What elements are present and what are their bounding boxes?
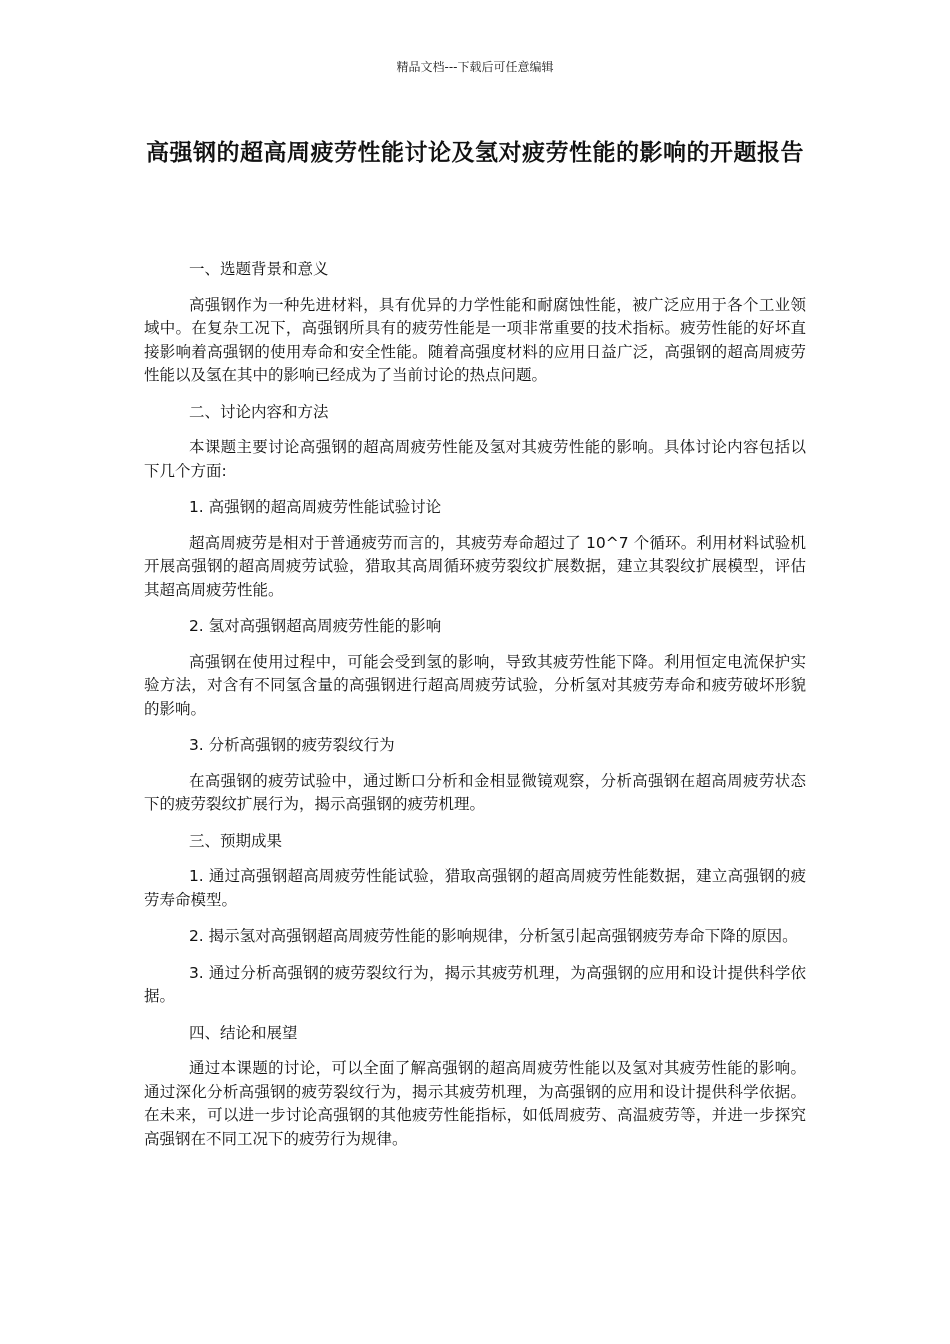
paragraph-result-3: 3. 通过分析高强钢的疲劳裂纹行为，揭示其疲劳机理，为高强钢的应用和设计提供科学依据。 (144, 963, 806, 1005)
section-heading-conclusion: 四、结论和展望 (188, 1023, 298, 1042)
section-heading-background: 一、选题背景和意义 (188, 260, 329, 278)
document-title: 高强钢的超高周疲劳性能讨论及氢对疲劳性能的影响的开题报告 (146, 140, 804, 166)
paragraph-result-1: 1. 通过高强钢超高周疲劳性能试验，猎取高强钢的超高周疲劳性能数据，建立高强钢的疲劳寿命模型。 (144, 867, 806, 909)
paragraph-item-2: 高强钢在使用过程中，可能会受到氢的影响，导致其疲劳性能下降。利用恒定电流保护实验方法，对含有不同氢含量的高强钢进行超高周疲劳试验，分析氢对其疲劳寿命和疲劳破坏形貌的影响。 (144, 652, 806, 718)
paragraph-conclusion: 通过本课题的讨论，可以全面了解高强钢的超高周疲劳性能以及氢对其疲劳性能的影响。通过深化分析高强钢的疲劳裂纹行为，揭示其疲劳机理，为高强钢的应用和设计提供科学依据。在未来，可以进一步讨论高强钢的其他疲劳性能指标，如低周疲劳、高温疲劳等，并进一步探究高强钢在不同工况下的疲劳行为规律。 (144, 1059, 806, 1148)
paragraph-background: 高强钢作为一种先进材料，具有优异的力学性能和耐腐蚀性能，被广泛应用于各个工业领域中。在复杂工况下，高强钢所具有的疲劳性能是一项非常重要的技术指标。疲劳性能的好坏直接影响着高强钢的使用寿命和安全性能。随着高强度材料的应用日益广泛，高强钢的超高周疲劳性能以及氢在其中的影响已经成为了当前讨论的热点问题。 (144, 295, 806, 384)
page-header: 精品文档---下载后可任意编辑 (396, 60, 554, 74)
section-heading-content-methods: 二、讨论内容和方法 (188, 402, 329, 421)
paragraph-item-1: 超高周疲劳是相对于普通疲劳而言的，其疲劳寿命超过了 10^7 个循环。利用材料试验机开展高强钢的超高周疲劳试验，猎取其高周循环疲劳裂纹扩展数据，建立其裂纹扩展模型，评估其超高周疲劳性能。 (144, 533, 806, 599)
document-body (144, 258, 806, 1164)
paragraph-intro: 本课题主要讨论高强钢的超高周疲劳性能及氢对其疲劳性能的影响。具体讨论内容包括以下几个方面: (144, 438, 806, 480)
section-heading-expected-results: 三、预期成果 (188, 831, 282, 850)
subheading-item-1: 1. 高强钢的超高周疲劳性能试验讨论 (188, 498, 442, 516)
subheading-item-2: 2. 氢对高强钢超高周疲劳性能的影响 (188, 617, 442, 635)
paragraph-item-3: 在高强钢的疲劳试验中，通过断口分析和金相显微镜观察，分析高强钢在超高周疲劳状态下的疲劳裂纹扩展行为，揭示高强钢的疲劳机理。 (144, 771, 806, 813)
paragraph-result-2: 2. 揭示氢对高强钢超高周疲劳性能的影响规律，分析氢引起高强钢疲劳寿命下降的原因。 (188, 927, 798, 945)
subheading-item-3: 3. 分析高强钢的疲劳裂纹行为 (188, 736, 395, 754)
